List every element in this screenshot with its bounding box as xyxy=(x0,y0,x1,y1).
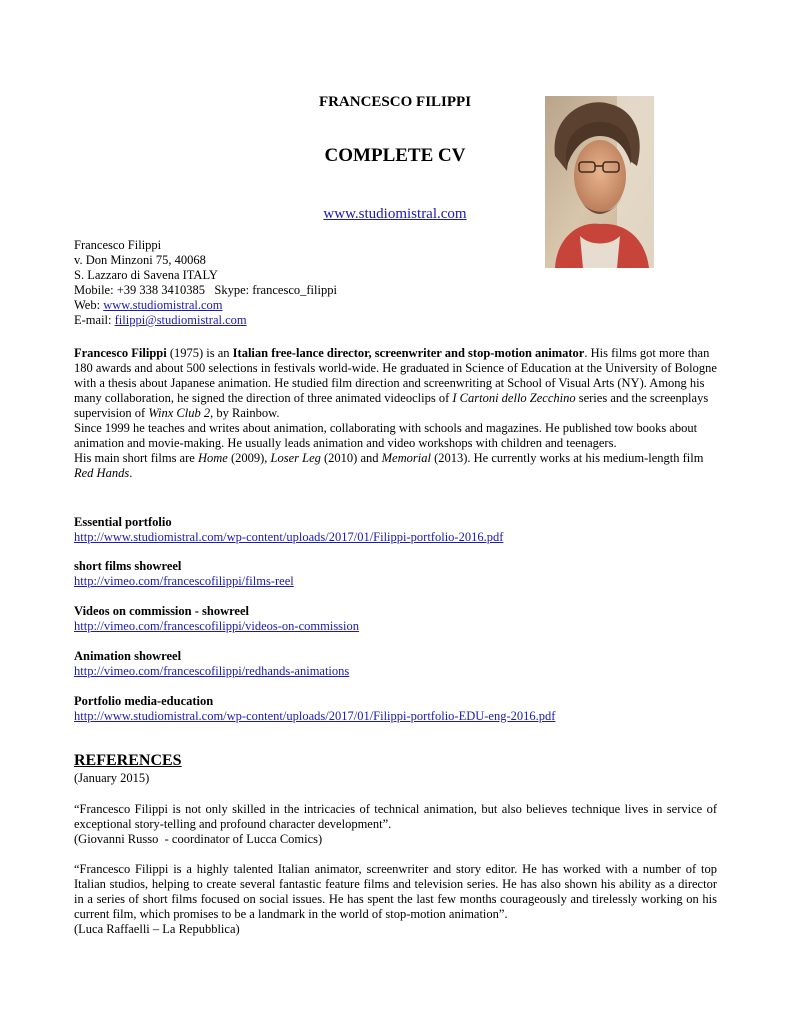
contact-mobile-skype: Mobile: +39 338 3410385 Skype: francesco_filippi xyxy=(74,283,337,297)
bio-text: series and the screenplays supervision of xyxy=(74,391,709,420)
bio-winx-title: Winx Club 2 xyxy=(148,406,211,420)
section-heading: short films showreel xyxy=(74,559,182,573)
bio-text: His main short films are xyxy=(74,451,198,465)
quote-text: “Francesco Filippi is a highly talented Italian animator, screenwriter and story editor. He has worked with a number of top Italian studios, helping to create several fantastic feature films and television series. He has also shown his ability as a director in a series of short films focused on social issues. He has spent the last few months courageously and tirelessly working on his current film, which promises to be a landmark in the world of stop-motion animation”. xyxy=(74,862,717,921)
short-films-link[interactable]: http://vimeo.com/francescofilippi/films-reel xyxy=(74,574,294,588)
contact-address-line1: v. Don Minzoni 75, 40068 xyxy=(74,253,206,267)
bio-text: (2009), xyxy=(227,451,271,465)
bio-paragraph-3 xyxy=(74,451,719,481)
film-title-memorial: Memorial xyxy=(381,451,431,465)
film-title-home: Home xyxy=(197,451,228,465)
quote-author: (Luca Raffaelli – La Repubblica) xyxy=(74,922,240,936)
bio-text: (1975) is an xyxy=(166,346,233,360)
link-section-animation xyxy=(74,649,349,679)
references-heading: REFERENCES xyxy=(74,752,182,769)
section-heading: Animation showreel xyxy=(74,649,182,663)
link-section-media-education xyxy=(74,694,555,724)
animation-link[interactable]: http://vimeo.com/francescofilippi/redhands-animations xyxy=(74,664,350,678)
contact-name: Francesco Filippi xyxy=(74,238,162,252)
reference-quote-2 xyxy=(74,862,717,937)
contact-web-link[interactable]: www.studiomistral.com xyxy=(103,298,223,312)
link-section-short-films xyxy=(74,559,294,589)
section-heading: Portfolio media-education xyxy=(74,694,214,708)
quote-text: “Francesco Filippi is not only skilled in the intricacies of technical animation, but also believes technique lives in service of exceptional story-telling and profound character development”. xyxy=(74,802,717,831)
film-title-red-hands: Red Hands xyxy=(74,466,130,480)
portfolio-link[interactable]: http://www.studiomistral.com/wp-content/uploads/2017/01/Filippi-portfolio-2016.pdf xyxy=(74,530,504,544)
contact-email-link[interactable]: filippi@studiomistral.com xyxy=(114,313,247,327)
contact-block xyxy=(74,238,337,328)
bio-paragraph-2: Since 1999 he teaches and writes about animation, collaborating with schools and magazines. He published tow books about animation and movie-making. He usually leads animation and video workshops with children and teenagers. xyxy=(74,421,698,450)
bio-paragraph-1 xyxy=(74,346,719,421)
bio-text: , by Rainbow. xyxy=(210,406,280,420)
bio-text: (2010) and xyxy=(320,451,382,465)
section-heading: Essential portfolio xyxy=(74,515,172,529)
biography xyxy=(74,346,719,481)
contact-address-line2: S. Lazzaro di Savena ITALY xyxy=(74,268,218,282)
page-title: COMPLETE CV xyxy=(324,145,466,166)
quote-author: (Giovanni Russo - coordinator of Lucca Comics) xyxy=(74,832,323,846)
bio-name: Francesco Filippi xyxy=(74,346,167,360)
email-label: E-mail: xyxy=(74,313,115,327)
cv-name: FRANCESCO FILIPPI xyxy=(318,94,472,110)
references-date: (January 2015) xyxy=(74,771,150,785)
portrait-photo xyxy=(545,96,654,268)
link-section-commission xyxy=(74,604,359,634)
website-link[interactable]: www.studiomistral.com xyxy=(323,206,467,222)
web-label: Web: xyxy=(74,298,104,312)
media-education-link[interactable]: http://www.studiomistral.com/wp-content/uploads/2017/01/Filippi-portfolio-EDU-eng-2016.pdf xyxy=(74,709,556,723)
section-heading: Videos on commission - showreel xyxy=(74,604,249,618)
bio-text: (2013). He currently works at his medium-length film xyxy=(430,451,704,465)
commission-link[interactable]: http://vimeo.com/francescofilippi/videos-on-commission xyxy=(74,619,360,633)
bio-series-title: I Cartoni dello Zecchino xyxy=(452,391,576,405)
bio-role: Italian free-lance director, screenwriter and stop-motion animator xyxy=(232,346,585,360)
film-title-loser-leg: Loser Leg xyxy=(270,451,321,465)
link-section-portfolio xyxy=(74,515,503,545)
bio-text: . His films got more than 180 awards and about 500 selections in festivals world-wide. He graduated in Science of Education at the University of Bologne with a thesis about Japanese animation. He studied film direction and screenwriting at School of Visual Arts (NY). Among his many collaboration, he signed the direction of three animated videoclips of xyxy=(74,346,717,405)
bio-text: . xyxy=(129,466,133,480)
reference-quote-1 xyxy=(74,802,717,847)
